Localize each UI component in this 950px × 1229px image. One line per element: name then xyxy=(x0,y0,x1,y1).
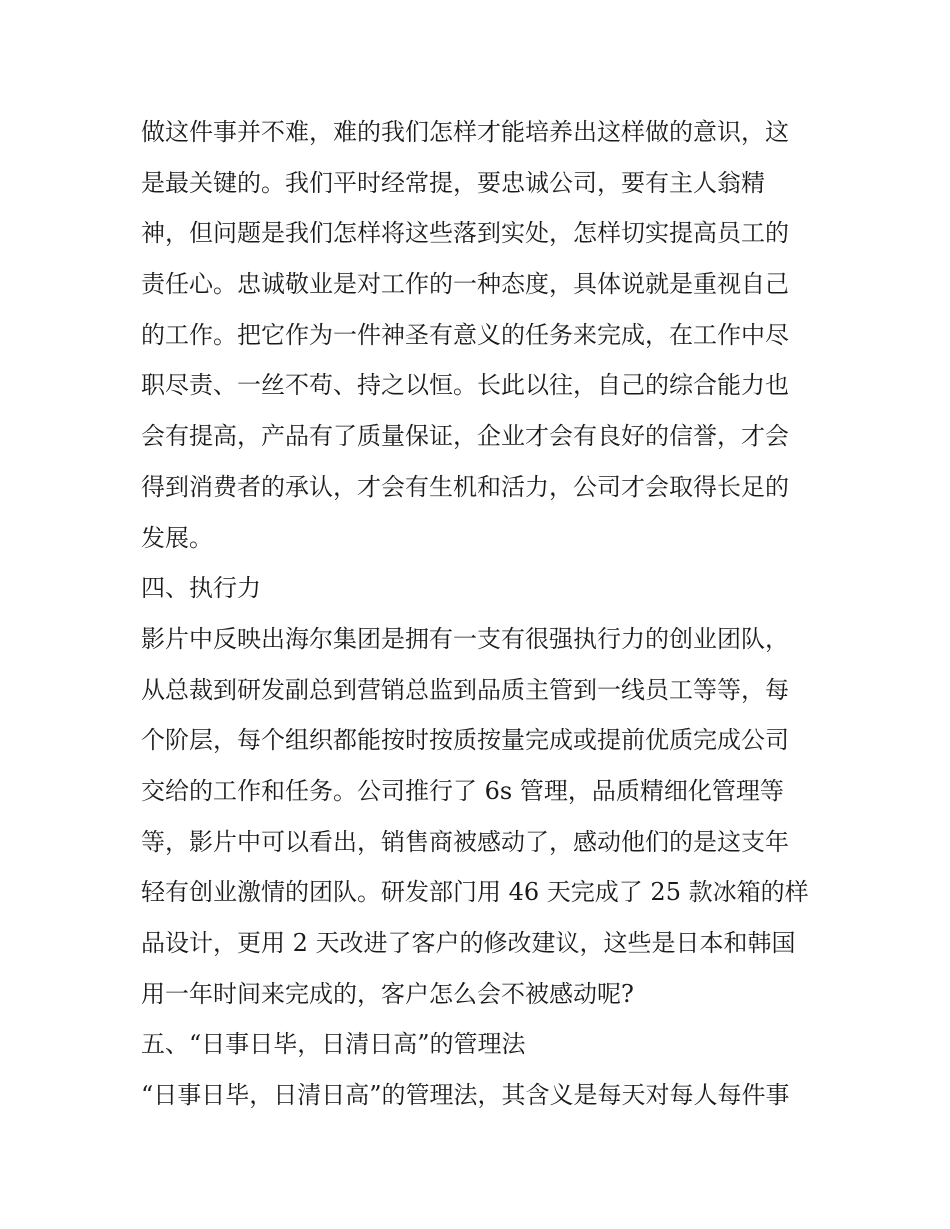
paragraph-line: 会有提高，产品有了质量保证，企业才会有良好的信誉，才会 xyxy=(141,422,789,451)
paragraph-line: 是最关键的。我们平时经常提，要忠诚公司，要有主人翁精 xyxy=(141,168,765,197)
paragraph-line: 从总裁到研发副总到营销总监到品质主管到一线员工等等，每 xyxy=(141,675,789,704)
paragraph-line: 等，影片中可以看出，销售商被感动了，感动他们的是这支年 xyxy=(141,827,789,856)
paragraph-line: 品设计，更用 2 天改进了客户的修改建议，这些是日本和韩国 xyxy=(141,929,796,957)
paragraph-line: 用一年时间来完成的，客户怎么会不被感动呢? xyxy=(141,979,634,1008)
paragraph-line: 的工作。把它作为一件神圣有意义的任务来完成，在工作中尽 xyxy=(141,320,789,349)
paragraph-line: 个阶层，每个组织都能按时按质按量完成或提前优质完成公司 xyxy=(141,726,789,755)
paragraph-line: 发展。 xyxy=(141,523,213,552)
paragraph-line: 轻有创业激情的团队。研发部门用 46 天完成了 25 款冰箱的样 xyxy=(141,878,809,907)
paragraph-line: 职尽责、一丝不苟、持之以恒。长此以往，自己的综合能力也 xyxy=(141,371,789,400)
section-heading: 五、“日事日毕，日清日高”的管理法 xyxy=(141,1030,526,1059)
paragraph-line: 责任心。忠诚敬业是对工作的一种态度，具体说就是重视自己 xyxy=(141,270,789,299)
paragraph-line: 做这件事并不难，难的我们怎样才能培养出这样做的意识，这 xyxy=(141,118,789,146)
paragraph-line: 交给的工作和任务。公司推行了 6s 管理，品质精细化管理等 xyxy=(141,776,784,805)
section-heading: 四、执行力 xyxy=(141,574,261,603)
paragraph-line: “日事日毕，日清日高”的管理法，其含义是每天对每人每件事 xyxy=(141,1081,790,1110)
paragraph-line: 神，但问题是我们怎样将这些落到实处，怎样切实提高员工的 xyxy=(141,219,789,248)
paragraph-line: 得到消费者的承认，才会有生机和活力，公司才会取得长足的 xyxy=(141,472,789,501)
document-body xyxy=(141,107,821,1121)
paragraph-line: 影片中反映出海尔集团是拥有一支有很强执行力的创业团队， xyxy=(141,624,789,653)
